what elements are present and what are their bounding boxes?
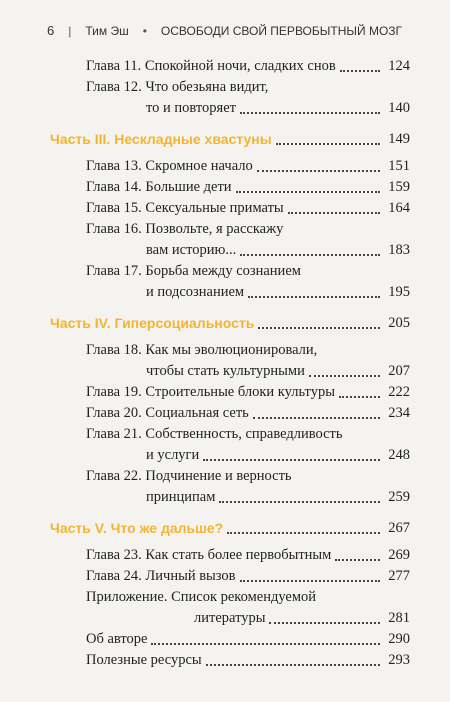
toc-part-entry bbox=[50, 518, 410, 539]
toc-page-number: 293 bbox=[388, 652, 410, 668]
toc-chapter-entry bbox=[50, 466, 410, 508]
table-of-contents bbox=[50, 56, 410, 671]
toc-page-number: 269 bbox=[388, 547, 410, 563]
toc-entry-title: Часть IV. Гиперсоциальность bbox=[50, 315, 255, 331]
toc-appendix-entry bbox=[50, 650, 410, 671]
toc-page-number: 277 bbox=[388, 568, 410, 584]
header-author: Тим Эш bbox=[85, 23, 129, 38]
toc-page-number: 124 bbox=[388, 58, 410, 74]
toc-entry-title: Часть III. Нескладные хвастуны bbox=[50, 131, 272, 147]
toc-page-number: 281 bbox=[388, 610, 410, 626]
toc-entry-title: Глава 16. Позвольте, я расскажу bbox=[86, 221, 284, 237]
header-bullet: • bbox=[142, 23, 147, 38]
dot-leader bbox=[151, 643, 380, 645]
dot-leader bbox=[309, 375, 380, 377]
toc-page-number: 267 bbox=[388, 520, 410, 536]
toc-chapter-entry bbox=[50, 198, 410, 219]
toc-entry-title: Глава 22. Подчинение и верность bbox=[86, 468, 292, 484]
toc-page-number: 290 bbox=[388, 631, 410, 647]
toc-page-number: 248 bbox=[388, 447, 410, 463]
toc-entry-title: Глава 14. Большие дети bbox=[86, 179, 232, 195]
toc-page-number: 234 bbox=[388, 405, 410, 421]
toc-chapter-entry bbox=[50, 403, 410, 424]
toc-page-number: 164 bbox=[388, 200, 410, 216]
dot-leader bbox=[248, 296, 380, 298]
toc-page-number: 159 bbox=[388, 179, 410, 195]
toc-entry-title-cont: чтобы стать культурными bbox=[146, 363, 305, 379]
toc-entry-title: Глава 20. Социальная сеть bbox=[86, 405, 249, 421]
toc-entry-title: Глава 24. Личный вызов bbox=[86, 568, 236, 584]
toc-entry-title-cont: то и повторяет bbox=[146, 100, 236, 116]
toc-appendix-entry bbox=[50, 587, 410, 629]
dot-leader bbox=[269, 622, 380, 624]
toc-chapter-entry bbox=[50, 545, 410, 566]
toc-part-entry bbox=[50, 129, 410, 150]
dot-leader bbox=[258, 327, 380, 329]
page-number: 6 bbox=[47, 23, 55, 38]
toc-page-number: 222 bbox=[388, 384, 410, 400]
dot-leader bbox=[339, 396, 380, 398]
running-header bbox=[47, 23, 430, 38]
header-separator: | bbox=[68, 23, 72, 38]
toc-chapter-entry bbox=[50, 424, 410, 466]
toc-page-number: 151 bbox=[388, 158, 410, 174]
dot-leader bbox=[288, 212, 380, 214]
toc-entry-title: Глава 13. Скромное начало bbox=[86, 158, 253, 174]
toc-page-number: 205 bbox=[388, 315, 410, 331]
toc-part-entry bbox=[50, 313, 410, 334]
toc-page-number: 140 bbox=[388, 100, 410, 116]
toc-entry-title: Об авторе bbox=[86, 631, 148, 647]
toc-entry-title: Приложение. Список рекомендуемой bbox=[86, 589, 317, 605]
toc-page-number: 207 bbox=[388, 363, 410, 379]
dot-leader bbox=[203, 459, 380, 461]
toc-entry-title-cont: и подсознанием bbox=[146, 284, 245, 300]
toc-chapter-entry bbox=[50, 156, 410, 177]
toc-page-number: 259 bbox=[388, 489, 410, 505]
toc-entry-title: Полезные ресурсы bbox=[86, 652, 202, 668]
dot-leader bbox=[219, 501, 380, 503]
toc-entry-title-cont: вам историю... bbox=[146, 242, 237, 258]
dot-leader bbox=[240, 254, 380, 256]
header-book-title: ОСВОБОДИ СВОЙ ПЕРВОБЫТНЫЙ МОЗГ bbox=[160, 23, 403, 38]
toc-entry-title-cont: принципам bbox=[146, 489, 216, 505]
toc-entry-title: Глава 23. Как стать более первобытным bbox=[86, 547, 332, 563]
toc-entry-title: Глава 21. Собственность, справедливость bbox=[86, 426, 343, 442]
toc-entry-title: Глава 17. Борьба между сознанием bbox=[86, 263, 301, 279]
toc-entry-title-cont: литературы bbox=[194, 610, 266, 626]
toc-entry-title: Глава 12. Что обезьяна видит, bbox=[86, 79, 269, 95]
toc-chapter-entry bbox=[50, 56, 410, 77]
toc-entry-title: Глава 11. Спокойной ночи, сладких снов bbox=[86, 58, 336, 74]
toc-page-number: 195 bbox=[388, 284, 410, 300]
toc-chapter-entry bbox=[50, 566, 410, 587]
dot-leader bbox=[227, 532, 380, 534]
dot-leader bbox=[240, 580, 380, 582]
toc-entry-title: Часть V. Что же дальше? bbox=[50, 520, 224, 536]
toc-entry-title: Глава 18. Как мы эволюционировали, bbox=[86, 342, 318, 358]
dot-leader bbox=[340, 70, 380, 72]
toc-entry-title-cont: и услуги bbox=[146, 447, 200, 463]
dot-leader bbox=[236, 191, 380, 193]
toc-chapter-entry bbox=[50, 261, 410, 303]
toc-page-number: 183 bbox=[388, 242, 410, 258]
dot-leader bbox=[206, 664, 380, 666]
toc-entry-title: Глава 19. Строительные блоки культуры bbox=[86, 384, 335, 400]
toc-entry-title: Глава 15. Сексуальные приматы bbox=[86, 200, 284, 216]
toc-chapter-entry bbox=[50, 340, 410, 382]
toc-appendix-entry bbox=[50, 629, 410, 650]
toc-page-number: 149 bbox=[388, 131, 410, 147]
toc-chapter-entry bbox=[50, 77, 410, 119]
toc-chapter-entry bbox=[50, 219, 410, 261]
toc-chapter-entry bbox=[50, 382, 410, 403]
toc-chapter-entry bbox=[50, 177, 410, 198]
dot-leader bbox=[276, 143, 380, 145]
dot-leader bbox=[257, 170, 380, 172]
dot-leader bbox=[240, 112, 380, 114]
dot-leader bbox=[253, 417, 380, 419]
dot-leader bbox=[335, 559, 380, 561]
